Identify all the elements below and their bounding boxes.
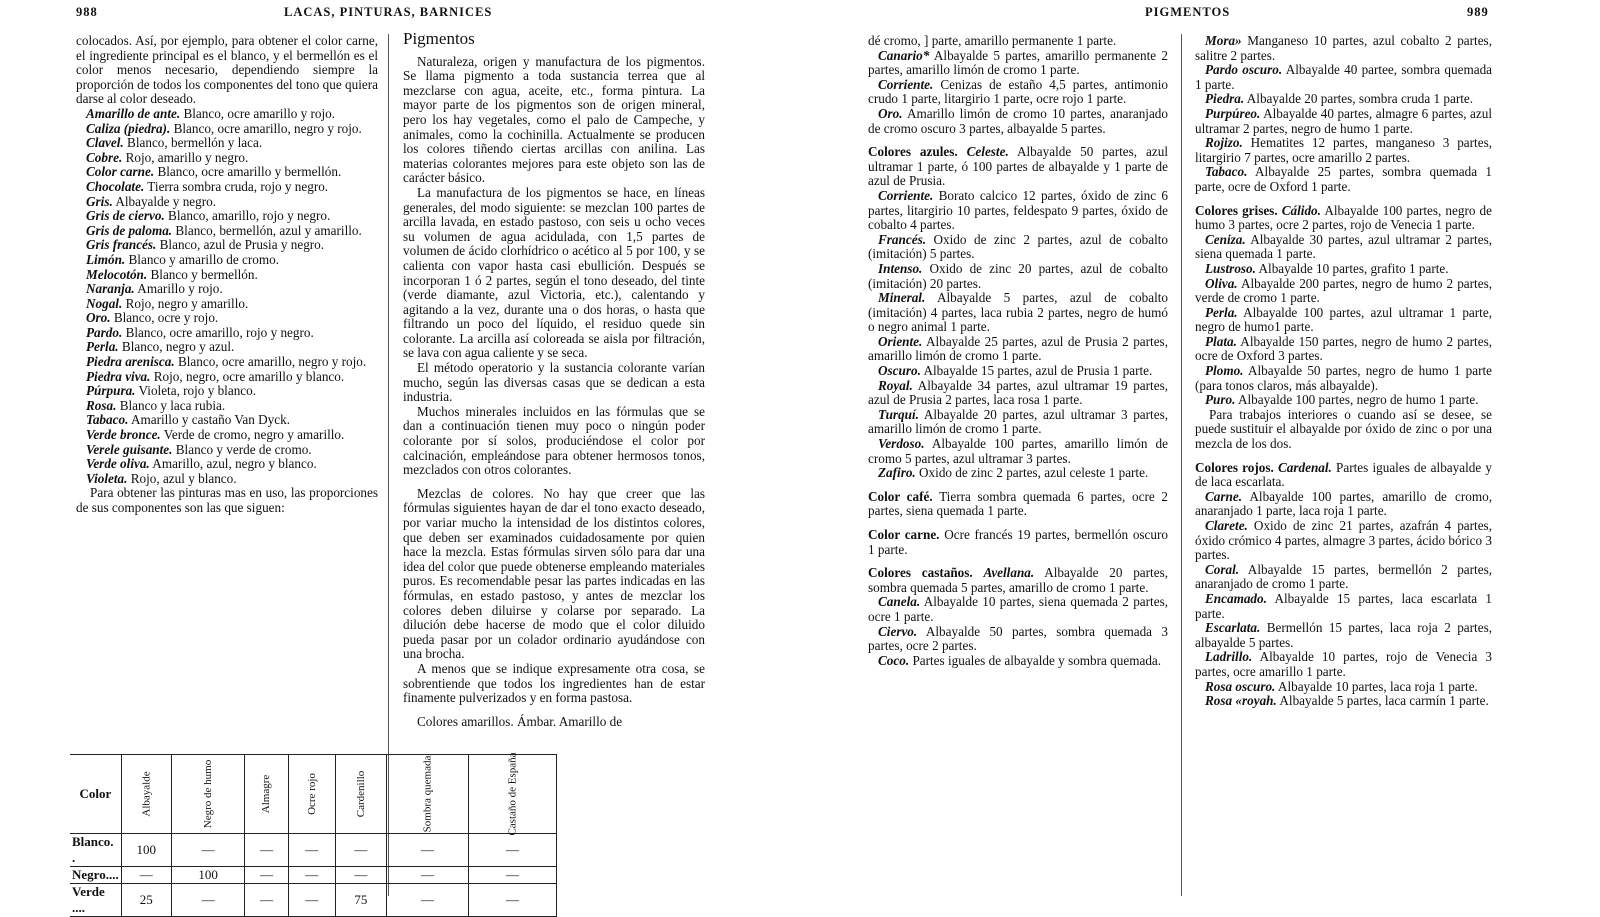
- table-column-label: Negro de humo: [202, 759, 215, 829]
- color-entry-text: Rojo, amarillo y negro.: [122, 149, 249, 165]
- table-column-label: Castaño de España: [506, 752, 519, 836]
- formula-entry-term: Purpúreo.: [1205, 105, 1261, 121]
- table-cell: 75: [335, 884, 386, 917]
- color-entry: [76, 457, 378, 472]
- table-cell: —: [288, 867, 335, 884]
- body-paragraph: A menos que se indique expresamente otra cosa, se sobrentiende que todos los ingredientes han de estar finamente pulverizados y en forma pastosa.: [403, 660, 705, 706]
- color-entry-term: Limón.: [86, 251, 126, 267]
- formula-entry-text: Albayalde 15 partes, laca escarlata 1 parte.: [1195, 590, 1492, 621]
- formula-entry: [1195, 519, 1492, 563]
- col2-last-line: Colores amarillos. Ámbar. Amarillo de: [417, 713, 623, 729]
- section-cafe: [868, 490, 1168, 519]
- formula-entry: [868, 466, 1168, 481]
- color-entry: [76, 384, 378, 399]
- body-paragraph: El método operatorio y la sustancia colorante varían mucho, según las diversas casas que se dedican a esta industria.: [403, 360, 705, 405]
- formula-entry-term: Oriente.: [878, 333, 923, 349]
- color-entry: [76, 311, 378, 326]
- formula-entry-term: Pardo oscuro.: [1205, 62, 1283, 78]
- color-entry-text: Blanco, negro y azul.: [118, 339, 235, 355]
- color-entry-term: Verele guisante.: [86, 441, 173, 457]
- formula-entry: [868, 379, 1168, 408]
- color-entry: [76, 253, 378, 268]
- formula-entry-term: Rojizo.: [1205, 135, 1243, 151]
- formula-entry-text: Albayalde 50 partes, sombra quemada 3 partes, ocre 2 partes.: [868, 623, 1168, 654]
- color-entry-text: Blanco y bermellón.: [147, 266, 258, 282]
- formula-entry: [1195, 364, 1492, 393]
- formula-entry-text: Bermellón 15 partes, laca roja 2 partes, albayalde 5 partes.: [1195, 620, 1492, 650]
- color-entry: [76, 238, 378, 253]
- formula-entry: [868, 189, 1168, 233]
- formula-entry-term: Rosa oscuro.: [1205, 678, 1276, 694]
- color-entry-text: Tierra sombra cruda, rojo y negro.: [144, 178, 329, 194]
- color-entry-text: Blanco, ocre y rojo.: [110, 310, 219, 326]
- color-entry-term: Verde oliva.: [86, 456, 150, 472]
- table-row-label: Blanco. .: [70, 834, 121, 867]
- formula-entry-text: Albayalde 20 partes, sombra cruda 1 parte.: [1244, 91, 1474, 107]
- color-entry: [76, 340, 378, 355]
- table-body: [70, 834, 556, 917]
- color-entry-term: Púrpura.: [86, 383, 136, 399]
- formula-entry: [1195, 107, 1492, 136]
- table-cell: —: [245, 867, 288, 884]
- table-column-label: Cardenillo: [354, 770, 367, 818]
- color-entry-term: Nogal.: [86, 295, 123, 311]
- formula-entry-term: Corriente.: [878, 76, 934, 92]
- formula-entry-term: Oscuro.: [878, 363, 921, 379]
- section-azules-text: Albayalde 50 partes, azul ultramar 1 parte, ó 100 partes de albayalde y 1 parte de azul de Prusia.: [868, 144, 1168, 189]
- color-entry: [76, 209, 378, 224]
- section-grises-heading: Colores grises.: [1195, 202, 1282, 218]
- color-entry: [76, 297, 378, 312]
- color-entry-text: Albayalde y negro.: [112, 193, 217, 209]
- color-entry-text: Blanco y amarillo de cromo.: [125, 251, 280, 267]
- color-entry-term: Chocolate.: [86, 178, 145, 194]
- table-column-header: [335, 755, 386, 834]
- color-entry: [76, 282, 378, 297]
- pigment-table: [70, 754, 557, 917]
- color-entry: [76, 355, 378, 370]
- formula-entry-term: Rosa «royah.: [1205, 693, 1277, 709]
- formula-entry-term: Piedra.: [1205, 91, 1245, 107]
- formula-entry: [1195, 393, 1492, 408]
- body-paragraph: Muchos minerales incluidos en las fórmulas que se dan a continuación tienen muy poco o ningún poder colorante por sí solos, produciéndose el color por calcinación, empleándose para obtener hermosos tonos, mezclados con otros colorantes.: [403, 403, 705, 478]
- formula-entry: [1195, 621, 1492, 650]
- color-entry-term: Pardo.: [86, 324, 123, 340]
- formula-entry-term: Canela.: [878, 594, 921, 610]
- formula-entry: [868, 78, 1168, 107]
- left-running-head: LACAS, PINTURAS, BARNICES: [284, 5, 493, 19]
- formula-entry-term: Mora»: [1205, 33, 1242, 48]
- body-paragraph: Mezclas de colores. No hay que creer que las fórmulas siguientes hayan de dar el tono exacto deseado, por variar mucho la intensidad de los distintos colores, que deben ser examinados cuidadosamente por quien hace la mezcla. Estas fórmulas sirven sólo para dar una idea del color que puede obtenerse empleando materiales puros. Es recomendable pesar las partes indicadas en las fórmulas, en estado pastoso, y antes de mezclar los colores deben diluirse y colarse por separado. La dilución debe hacerse de modo que el color diluido pueda pasar por un colador ordinario ayudándose con una brocha.: [403, 485, 705, 662]
- color-entry-text: Blanco, amarillo, rojo y negro.: [164, 208, 331, 224]
- formula-entry-term: Coral.: [1205, 561, 1240, 577]
- col1-intro: colocados. Así, por ejemplo, para obtener el color carne, el ingrediente principal es el blanco, y el bermellón es el color menos necesario, dependiendo siempre la proporción de todos los componentes del tono que quiera darse al color deseado.: [76, 33, 378, 107]
- table-corner: Color: [70, 755, 121, 834]
- section-castanos: [868, 566, 1168, 595]
- formula-entry-text: Albayalde 25 partes, sombra quemada 1 parte, ocre de Oxford 1 parte.: [1195, 164, 1492, 194]
- formula-entry-text: Albayalde 5 partes, laca carmín 1 parte.: [1276, 693, 1489, 709]
- table-row: [70, 867, 556, 884]
- formula-entry: [1195, 165, 1492, 194]
- formula-entry-term: Zafiro.: [878, 465, 916, 481]
- color-entry-term: Perla.: [86, 339, 119, 355]
- color-entry: [76, 443, 378, 458]
- formula-entry-text: Borato calcico 12 partes, óxido de zinc 6 partes, litargirio 10 partes, feldespato 9 partes, óxido de cobalto 4 partes.: [868, 187, 1168, 233]
- table-cell: —: [171, 884, 244, 917]
- table-column-header: [387, 755, 469, 834]
- color-entry: [76, 151, 378, 166]
- color-entry-term: Tabaco.: [86, 412, 129, 428]
- formula-entry: [1195, 306, 1492, 335]
- formula-entry: [1195, 563, 1492, 592]
- table-cell: —: [335, 834, 386, 867]
- table-column-label: Albayalde: [140, 771, 153, 817]
- body-paragraph: Naturaleza, origen y manufactura de los pigmentos. Se llama pigmento a toda sustancia terrea que al mezclarse con agua, aceite, etc., forma pintura. La mayor parte de los pigmentos son de origen mineral, pero los hay vegetales, como el palo de Campeche, y animales, como la cochinilla. Actualmente se producen los colores tiñendo ciertas arcillas con anilina. Las materias colorantes mejores para este objeto son las de carácter básico.: [403, 53, 705, 186]
- formula-entry-text: Oxido de zinc 20 partes, azul de cobalto (imitación) 20 partes.: [868, 260, 1168, 291]
- section-rojos: [1195, 461, 1492, 490]
- section-cafe-text: Tierra sombra quemada 6 partes, ocre 2 partes, siena quemada 1 parte.: [868, 488, 1168, 519]
- body-paragraph: La manufactura de los pigmentos se hace, en líneas generales, del modo siguiente: se mezclan 100 partes de arcilla lavada, en estado pastoso, con seis u ocho veces su volumen de agua acidulada, con 1,5 partes de volumen de ácido clorhídrico o acético al 5 por 100, y se calienta con vapor hasta casi ebullición. Después se incorporan 1 ó 2 partes, según el tono deseado, del tinte (verde diamante, azul Victoria, etc.), calentando y agitando a la vez, durante una o dos horas, o hasta que filtrando un poco del líquido, el residuo quede sin colorante. La arcilla así coloreada se aisla por filtración, se lava con agua caliente y se seca.: [403, 184, 705, 361]
- table-cell: —: [387, 884, 469, 917]
- formula-entry-text: Oxido de zinc 2 partes, azul celeste 1 parte.: [915, 465, 1149, 481]
- table-row: [70, 884, 556, 917]
- color-entry-text: Blanco, ocre amarillo, negro y rojo.: [174, 354, 367, 370]
- color-entry-term: Gris francés.: [86, 237, 157, 253]
- formula-entry-text: Albayalde 10 partes, grafito 1 parte.: [1255, 260, 1449, 276]
- formula-entry-term: Francés.: [878, 231, 926, 247]
- formula-entry-term: Ladrillo.: [1205, 649, 1253, 665]
- formula-entry: [1195, 335, 1492, 364]
- section-title: Pigmentos: [403, 29, 475, 48]
- table-cell: —: [245, 884, 288, 917]
- formula-entry: [868, 437, 1168, 466]
- table-column-header: [171, 755, 244, 834]
- formula-entry-term: Royal.: [878, 377, 913, 393]
- color-entry: [76, 195, 378, 210]
- formula-entry-text: Albayalde 50 partes, negro de humo 1 parte (para tonos claros, más albayalde).: [1195, 363, 1492, 393]
- left-page-number: 988: [76, 5, 98, 19]
- formula-entry: [868, 291, 1168, 335]
- color-entry-text: Amarillo y rojo.: [134, 281, 223, 297]
- color-entry-term: Piedra arenisca.: [86, 354, 175, 370]
- color-entry-text: Blanco y verde de cromo.: [172, 441, 312, 457]
- table-cell: 25: [121, 884, 171, 917]
- col1-entry-list: [76, 107, 378, 486]
- color-entry-term: Amarillo de ante.: [86, 105, 181, 121]
- table-cell: —: [468, 884, 556, 917]
- formula-entry: [1195, 650, 1492, 679]
- column-3: [868, 34, 1168, 668]
- formula-entry: [868, 408, 1168, 437]
- formula-entry-text: Albayalde 15 partes, bermellón 2 partes, anaranjado de cromo 1 parte.: [1195, 561, 1492, 592]
- table-cell: —: [121, 867, 171, 884]
- section-carne-heading: Color carne.: [868, 527, 940, 542]
- formula-entry-text: Albayalde 200 partes, negro de humo 2 partes, verde de cromo 1 parte.: [1195, 275, 1492, 306]
- color-entry-term: Verde bronce.: [86, 427, 161, 443]
- color-entry: [76, 326, 378, 341]
- formula-entry: [1195, 592, 1492, 621]
- formula-entry-term: Plomo.: [1205, 363, 1244, 379]
- table-row: [70, 834, 556, 867]
- section-azules-heading: Colores azules.: [868, 144, 967, 160]
- formula-entry-term: Tabaco.: [1205, 164, 1248, 180]
- section-grises: [1195, 204, 1492, 233]
- color-entry-term: Clavel.: [86, 135, 124, 151]
- formula-entry: [868, 233, 1168, 262]
- color-entry-term: Rosa.: [86, 397, 117, 413]
- formula-entry-text: Cenizas de estaño 4,5 partes, antimonio crudo 1 parte, litargirio 1 parte, ocre rojo 1 parte.: [868, 76, 1168, 107]
- color-entry-text: Blanco, ocre amarillo y bermellón.: [154, 164, 342, 180]
- formula-entry-term: Corriente.: [878, 187, 934, 203]
- formula-entry-term: Carne.: [1205, 488, 1243, 504]
- formula-entry-text: Albayalde 34 partes, azul ultramar 19 partes, azul de Prusia 2 partes, laca rosa 1 parte.: [868, 377, 1168, 408]
- formula-entry-text: Albayalde 100 partes, azul ultramar 1 parte, negro de humo1 parte.: [1195, 304, 1492, 335]
- formula-entry-text: Oxido de zinc 21 partes, azafrán 4 partes, óxido crómico 4 partes, almagre 3 partes, ácido bórico 3 partes.: [1195, 518, 1492, 563]
- color-entry-text: Rojo, negro, ocre amarillo y blanco.: [150, 368, 345, 384]
- color-entry-text: Rojo, negro y amarillo.: [122, 295, 249, 311]
- section-rojos-heading: Colores rojos.: [1195, 459, 1278, 475]
- color-entry: [76, 224, 378, 239]
- color-entry: [76, 136, 378, 151]
- table-row-label: Verde ....: [70, 884, 121, 917]
- color-entry: [76, 413, 378, 428]
- table-column-label: Ocre rojo: [305, 773, 318, 815]
- formula-entry-text: Albayalde 20 partes, azul ultramar 3 partes, amarillo limón de cromo 1 parte.: [868, 406, 1168, 437]
- color-entry: [76, 428, 378, 443]
- color-entry-text: Blanco, ocre amarillo y rojo.: [180, 105, 336, 121]
- formula-entry: [868, 335, 1168, 364]
- color-entry: [76, 399, 378, 414]
- color-entry: [76, 268, 378, 283]
- column-4: [1195, 34, 1492, 709]
- right-running-head: PIGMENTOS: [1145, 5, 1231, 19]
- column-2: [403, 29, 705, 729]
- table-column-header: [121, 755, 171, 834]
- formula-entry-text: Albayalde 5 partes, azul de cobalto (imitación) 4 partes, laca rubia 2 partes, negro de humó o negro animal 1 parte.: [868, 290, 1168, 335]
- formula-entry-term: Canario*: [878, 47, 930, 63]
- formula-entry-text: Partes iguales de albayalde y sombra quemada.: [909, 652, 1162, 668]
- formula-entry: [1195, 694, 1492, 709]
- color-entry-text: Blanco, bermellón, azul y amarillo.: [172, 222, 362, 238]
- color-entry-term: Piedra viva.: [86, 368, 151, 384]
- color-entry: [76, 165, 378, 180]
- section-carne-text: Ocre francés 19 partes, bermellón oscuro 1 parte.: [868, 527, 1168, 557]
- formula-entry: [868, 262, 1168, 291]
- formula-entry-text: Albayalde 10 partes, rojo de Venecia 3 partes, ocre amarillo 1 parte.: [1195, 649, 1492, 679]
- color-entry-term: Cobre.: [86, 149, 123, 165]
- section-grises-text: Albayalde 100 partes, negro de humo 3 partes, ocre 2 partes, rojo de Venecia 1 parte.: [1195, 202, 1492, 233]
- formula-entry-text: Oxido de zinc 2 partes, azul de cobalto (imitación) 5 partes.: [868, 231, 1168, 262]
- table-cell: —: [387, 867, 469, 884]
- color-entry-text: Amarillo y castaño Van Dyck.: [128, 412, 291, 428]
- table-row-label: Negro....: [70, 867, 121, 884]
- color-entry-text: Blanco, bermellón y laca.: [123, 135, 263, 151]
- color-entry: [76, 122, 378, 137]
- color-entry-text: Blanco, ocre amarillo, negro y rojo.: [170, 120, 362, 136]
- continued-text: dé cromo, ] parte, amarillo permanente 1 parte.: [868, 33, 1117, 48]
- formula-entry-text: Amarillo limón de cromo 10 partes, anaranjado de cromo oscuro 3 partes, albayalde 5 partes.: [868, 105, 1168, 136]
- section-grises-term: Cálido.: [1281, 202, 1321, 218]
- color-entry-term: Oro.: [86, 310, 111, 326]
- formula-entry-term: Perla.: [1205, 304, 1238, 320]
- formula-entry-text: Albayalde 10 partes, laca roja 1 parte.: [1275, 678, 1478, 694]
- table-cell: —: [387, 834, 469, 867]
- table-column-header: [245, 755, 288, 834]
- formula-entry-term: Encamado.: [1205, 590, 1267, 606]
- formula-entry-term: Plata.: [1205, 333, 1237, 349]
- formula-entry-text: Albayalde 15 partes, azul de Prusia 1 parte.: [920, 363, 1153, 379]
- formula-entry-term: Turquí.: [878, 406, 919, 422]
- color-entry-term: Violeta.: [86, 470, 128, 486]
- formula-entry-text: Albayalde 30 partes, azul ultramar 2 partes, siena quemada 1 parte.: [1195, 231, 1492, 262]
- formula-entry: [1195, 277, 1492, 306]
- table-cell: —: [171, 834, 244, 867]
- formula-entry-term: Mineral.: [878, 290, 926, 306]
- formula-entry-text: Albayalde 25 partes, azul de Prusia 2 partes, amarillo limón de cromo 1 parte.: [868, 333, 1168, 364]
- table-column-label: Almagre: [260, 774, 273, 814]
- column-1: [76, 34, 378, 516]
- formula-entry-term: Coco.: [878, 652, 910, 668]
- color-entry-text: Blanco, ocre amarillo, rojo y negro.: [122, 324, 314, 340]
- section-castanos-heading: Colores castaños.: [868, 565, 984, 581]
- formula-entry: [1195, 490, 1492, 519]
- table-cell: —: [468, 867, 556, 884]
- table-column-header: [288, 755, 335, 834]
- formula-entry-term: Ceniza.: [1205, 231, 1246, 247]
- table-cell: 100: [121, 834, 171, 867]
- section-rojos-term: Cardenal.: [1278, 459, 1332, 475]
- formula-entry-text: Albayalde 150 partes, negro de humo 2 partes, ocre de Oxford 3 partes.: [1195, 333, 1492, 364]
- section-azules: [868, 145, 1168, 189]
- table-cell: —: [288, 834, 335, 867]
- formula-entry-text: Albayalde 10 partes, siena quemada 2 partes, ocre 1 parte.: [868, 594, 1168, 624]
- formula-entry: [1195, 680, 1492, 695]
- color-entry-text: Verde de cromo, negro y amarillo.: [160, 427, 345, 443]
- color-entry-term: Melocotón.: [86, 266, 148, 282]
- formula-entry-text: Albayalde 5 partes, amarillo permanente 2 partes, amarillo limón de cromo 1 parte.: [868, 47, 1168, 78]
- color-entry: [76, 370, 378, 385]
- color-entry-text: Violeta, rojo y blanco.: [135, 383, 257, 399]
- formula-entry-text: Albayalde 40 partee, sombra quemada 1 parte.: [1195, 62, 1493, 92]
- color-entry-term: Gris de ciervo.: [86, 208, 165, 224]
- formula-entry: [1195, 262, 1492, 277]
- color-entry: [76, 107, 378, 122]
- formula-entry-term: Oro.: [878, 105, 903, 121]
- formula-entry: [868, 364, 1168, 379]
- col2-mezclas: [403, 487, 705, 706]
- formula-entry-text: Albayalde 100 partes, amarillo limón de cromo 5 partes, azul ultramar 3 partes.: [868, 436, 1168, 466]
- section-azules-term: Celeste.: [966, 144, 1009, 160]
- color-entry-text: Amarillo, azul, negro y blanco.: [149, 456, 317, 472]
- table-cell: —: [288, 884, 335, 917]
- formula-entry-term: Ciervo.: [878, 623, 918, 639]
- col2-paragraphs: [403, 55, 705, 478]
- table-cell: —: [468, 834, 556, 867]
- body-paragraph: Para trabajos interiores o cuando así se desee, se puede sustituir el albayalde por óxido de zinc o por una mezcla de los dos.: [1195, 406, 1492, 452]
- formula-entry-text: Albayalde 100 partes, amarillo de cromo, anaranjado 1 parte, laca roja 1 parte.: [1195, 488, 1492, 519]
- table-cell: —: [335, 867, 386, 884]
- formula-entry-text: Manganeso 10 partes, azul cobalto 2 partes, salitre 2 partes.: [1195, 33, 1492, 63]
- formula-entry: [1195, 63, 1492, 92]
- formula-entry: [1195, 136, 1492, 165]
- table-cell: —: [245, 834, 288, 867]
- formula-entry: [868, 625, 1168, 654]
- section-castanos-term: Avellana.: [983, 565, 1035, 581]
- formula-entry: [868, 107, 1168, 136]
- formula-entry: [1195, 233, 1492, 262]
- color-entry-term: Gris de paloma.: [86, 222, 173, 238]
- formula-entry-term: Escarlata.: [1205, 620, 1261, 636]
- formula-entry: [868, 654, 1168, 669]
- formula-entry-text: Hematites 12 partes, manganeso 3 partes, litargirio 7 partes, ocre amarillo 2 partes.: [1195, 135, 1492, 165]
- color-entry-term: Gris.: [86, 193, 113, 209]
- formula-entry: [868, 595, 1168, 624]
- table-header-row: [70, 755, 556, 834]
- formula-entry-term: Verdoso.: [878, 436, 925, 452]
- formula-entry: [868, 49, 1168, 78]
- table-cell: 100: [171, 867, 244, 884]
- color-entry: [76, 472, 378, 487]
- right-page-number: 989: [1467, 5, 1489, 19]
- formula-entry-term: Lustroso.: [1205, 260, 1256, 276]
- section-cafe-heading: Color café.: [868, 488, 933, 504]
- color-entry-term: Naranja.: [86, 281, 135, 297]
- table-column-header: [468, 752, 556, 836]
- column-rule: [1181, 34, 1182, 896]
- formula-entry-term: Oliva.: [1205, 275, 1238, 291]
- formula-entry: [1195, 92, 1492, 107]
- section-castanos-text: Albayalde 20 partes, sombra quemada 5 partes, amarillo de cromo 1 parte.: [868, 565, 1168, 595]
- formula-entry-term: Intenso.: [878, 260, 923, 276]
- col1-outro: Para obtener las pinturas mas en uso, las proporciones de sus componentes son las que siguen:: [76, 485, 378, 515]
- section-rojos-text: Partes iguales de albayalde y de laca escarlata.: [1195, 459, 1492, 490]
- formula-entry-term: Clarete.: [1205, 518, 1248, 533]
- formula-entry-term: Puro.: [1205, 392, 1236, 408]
- color-entry-text: Rojo, azul y blanco.: [127, 470, 237, 486]
- color-entry: [76, 180, 378, 195]
- table-column-label: Sombra quemada: [421, 755, 434, 833]
- formula-entry: [1195, 34, 1492, 63]
- color-entry-term: Caliza (piedra).: [86, 120, 171, 136]
- section-carne: [868, 528, 1168, 557]
- color-entry-text: Blanco y laca rubia.: [116, 397, 226, 413]
- formula-entry-text: Albayalde 40 partes, almagre 6 partes, azul ultramar 2 partes, negro de humo 1 parte.: [1195, 105, 1492, 136]
- formula-entry-text: Albayalde 100 partes, negro de humo 1 parte.: [1235, 392, 1479, 408]
- color-entry-text: Blanco, azul de Prusia y negro.: [156, 237, 325, 253]
- color-entry-term: Color carne.: [86, 164, 155, 180]
